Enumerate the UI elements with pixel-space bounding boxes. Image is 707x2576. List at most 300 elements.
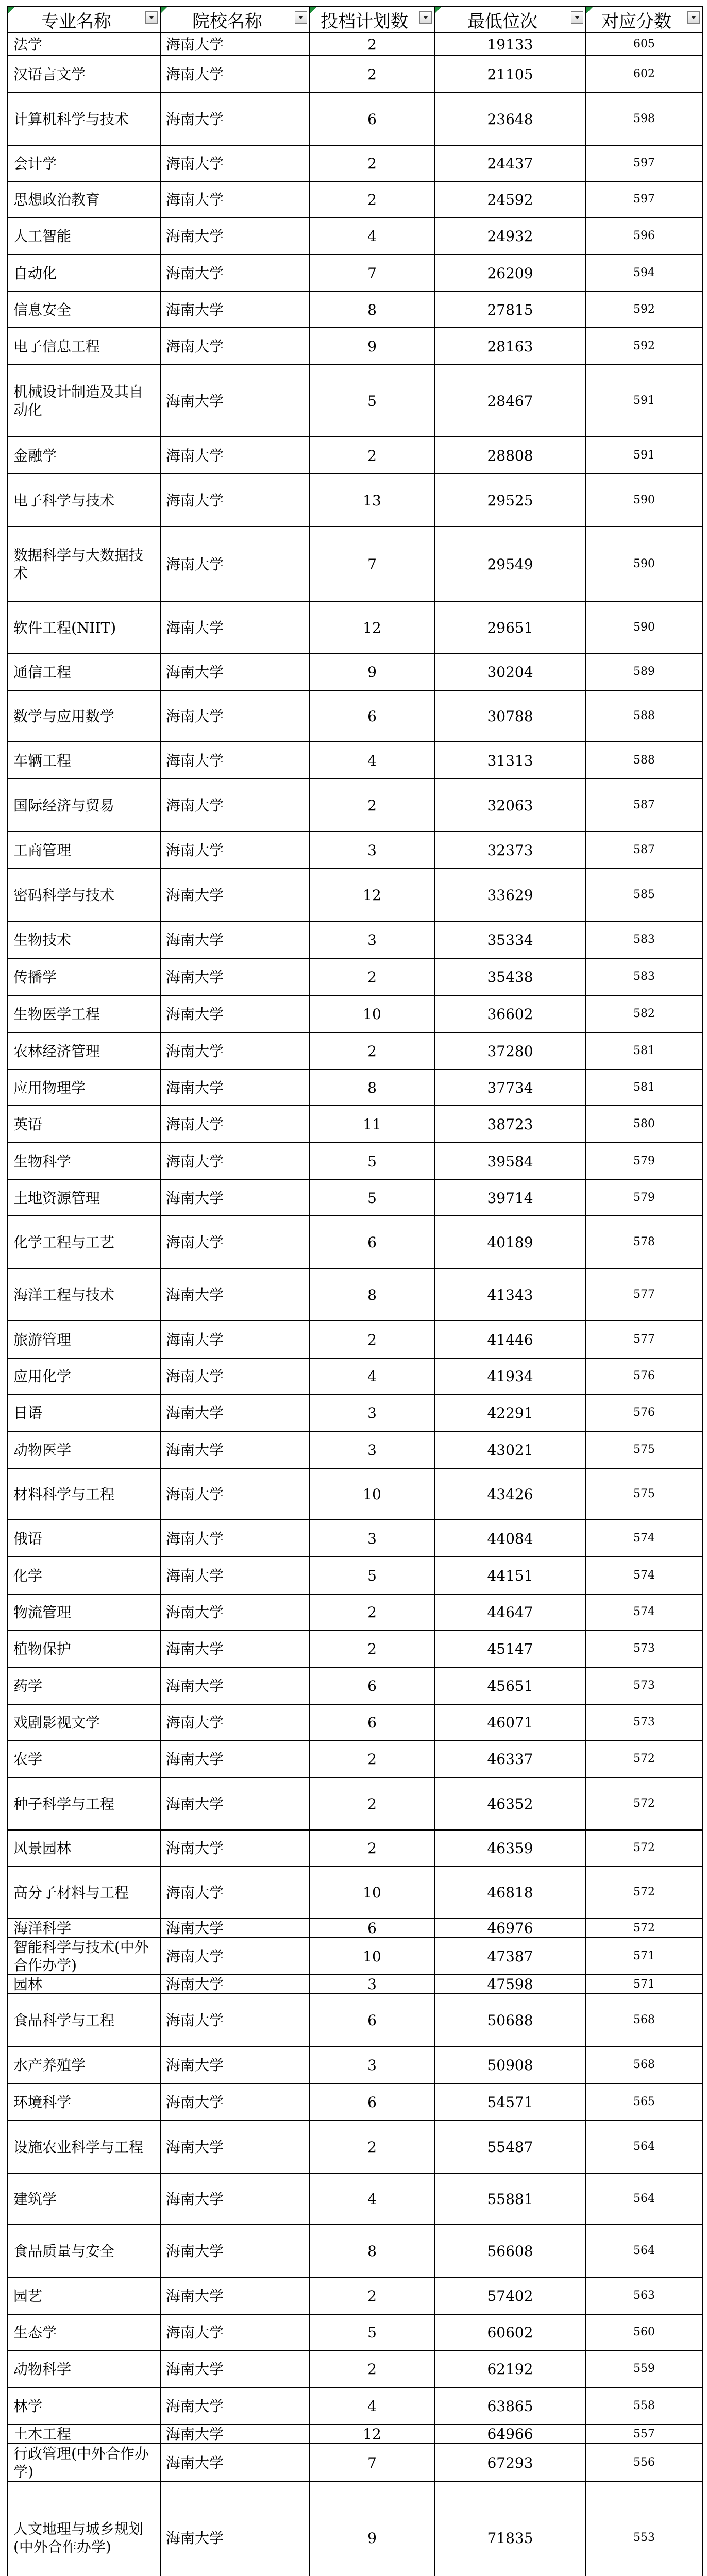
cell-school[interactable]: 海南大学 <box>160 1321 310 1358</box>
cell-school[interactable]: 海南大学 <box>160 527 310 602</box>
cell-rank[interactable]: 46976 <box>434 1919 586 1938</box>
cell-rank[interactable]: 46359 <box>434 1830 586 1866</box>
cell-school[interactable]: 海南大学 <box>160 33 310 56</box>
cell-rank[interactable]: 39714 <box>434 1180 586 1216</box>
cell-score[interactable]: 574 <box>586 1520 702 1557</box>
cell-plan[interactable]: 10 <box>310 1866 434 1919</box>
cell-school[interactable]: 海南大学 <box>160 2083 310 2121</box>
cell-rank[interactable]: 62192 <box>434 2350 586 2387</box>
cell-rank[interactable]: 35334 <box>434 921 586 958</box>
cell-major[interactable]: 机械设计制造及其自动化 <box>8 365 160 437</box>
cell-plan[interactable]: 9 <box>310 653 434 690</box>
cell-major[interactable]: 英语 <box>8 1106 160 1143</box>
cell-major[interactable]: 电子信息工程 <box>8 328 160 365</box>
cell-major[interactable]: 智能科学与技术(中外合作办学) <box>8 1938 160 1975</box>
cell-major[interactable]: 高分子材料与工程 <box>8 1866 160 1919</box>
cell-score[interactable]: 575 <box>586 1431 702 1468</box>
cell-score[interactable]: 568 <box>586 1994 702 2046</box>
cell-plan[interactable]: 7 <box>310 2444 434 2482</box>
cell-rank[interactable]: 29549 <box>434 527 586 602</box>
cell-major[interactable]: 化学工程与工艺 <box>8 1216 160 1268</box>
cell-school[interactable]: 海南大学 <box>160 1667 310 1704</box>
cell-major[interactable]: 化学 <box>8 1557 160 1594</box>
cell-school[interactable]: 海南大学 <box>160 1919 310 1938</box>
filter-dropdown-icon[interactable] <box>295 11 307 24</box>
cell-plan[interactable]: 2 <box>310 1032 434 1070</box>
cell-major[interactable]: 动物科学 <box>8 2350 160 2387</box>
cell-school[interactable]: 海南大学 <box>160 602 310 653</box>
cell-major[interactable]: 自动化 <box>8 255 160 292</box>
cell-major[interactable]: 土木工程 <box>8 2425 160 2444</box>
cell-rank[interactable]: 55881 <box>434 2173 586 2225</box>
cell-school[interactable]: 海南大学 <box>160 2425 310 2444</box>
cell-major[interactable]: 海洋工程与技术 <box>8 1268 160 1321</box>
cell-plan[interactable]: 8 <box>310 292 434 328</box>
cell-major[interactable]: 生物技术 <box>8 921 160 958</box>
cell-major[interactable]: 行政管理(中外合作办学) <box>8 2444 160 2482</box>
cell-major[interactable]: 人文地理与城乡规划(中外合作办学) <box>8 2482 160 2576</box>
cell-plan[interactable]: 3 <box>310 921 434 958</box>
cell-rank[interactable]: 37734 <box>434 1070 586 1106</box>
cell-score[interactable]: 573 <box>586 1704 702 1740</box>
cell-plan[interactable]: 13 <box>310 474 434 527</box>
cell-score[interactable]: 583 <box>586 921 702 958</box>
cell-major[interactable]: 密码科学与技术 <box>8 869 160 921</box>
cell-major[interactable]: 材料科学与工程 <box>8 1468 160 1520</box>
cell-school[interactable]: 海南大学 <box>160 742 310 779</box>
cell-plan[interactable]: 7 <box>310 527 434 602</box>
cell-plan[interactable]: 9 <box>310 2482 434 2576</box>
cell-rank[interactable]: 44151 <box>434 1557 586 1594</box>
cell-school[interactable]: 海南大学 <box>160 1268 310 1321</box>
cell-rank[interactable]: 21105 <box>434 56 586 93</box>
cell-major[interactable]: 法学 <box>8 33 160 56</box>
cell-major[interactable]: 食品科学与工程 <box>8 1994 160 2046</box>
cell-score[interactable]: 571 <box>586 1938 702 1975</box>
cell-plan[interactable]: 8 <box>310 2225 434 2277</box>
cell-rank[interactable]: 46337 <box>434 1740 586 1777</box>
cell-plan[interactable]: 2 <box>310 1594 434 1630</box>
cell-plan[interactable]: 6 <box>310 1667 434 1704</box>
cell-rank[interactable]: 44647 <box>434 1594 586 1630</box>
cell-school[interactable]: 海南大学 <box>160 1975 310 1994</box>
cell-major[interactable]: 工商管理 <box>8 832 160 869</box>
cell-rank[interactable]: 46071 <box>434 1704 586 1740</box>
cell-rank[interactable]: 54571 <box>434 2083 586 2121</box>
cell-major[interactable]: 信息安全 <box>8 292 160 328</box>
cell-score[interactable]: 589 <box>586 653 702 690</box>
cell-rank[interactable]: 71835 <box>434 2482 586 2576</box>
cell-school[interactable]: 海南大学 <box>160 832 310 869</box>
cell-school[interactable]: 海南大学 <box>160 181 310 217</box>
cell-rank[interactable]: 60602 <box>434 2314 586 2350</box>
cell-plan[interactable]: 2 <box>310 2121 434 2173</box>
cell-rank[interactable]: 32373 <box>434 832 586 869</box>
cell-score[interactable]: 557 <box>586 2425 702 2444</box>
cell-plan[interactable]: 4 <box>310 1358 434 1394</box>
cell-rank[interactable]: 30788 <box>434 690 586 742</box>
cell-school[interactable]: 海南大学 <box>160 1704 310 1740</box>
cell-rank[interactable]: 29651 <box>434 602 586 653</box>
cell-rank[interactable]: 28467 <box>434 365 586 437</box>
cell-score[interactable]: 605 <box>586 33 702 56</box>
cell-score[interactable]: 583 <box>586 958 702 995</box>
cell-major[interactable]: 传播学 <box>8 958 160 995</box>
cell-score[interactable]: 578 <box>586 1216 702 1268</box>
cell-school[interactable]: 海南大学 <box>160 1032 310 1070</box>
cell-school[interactable]: 海南大学 <box>160 1468 310 1520</box>
cell-score[interactable]: 579 <box>586 1180 702 1216</box>
cell-score[interactable]: 585 <box>586 869 702 921</box>
cell-major[interactable]: 园林 <box>8 1975 160 1994</box>
cell-score[interactable]: 559 <box>586 2350 702 2387</box>
cell-rank[interactable]: 26209 <box>434 255 586 292</box>
cell-score[interactable]: 581 <box>586 1070 702 1106</box>
cell-school[interactable]: 海南大学 <box>160 1994 310 2046</box>
cell-school[interactable]: 海南大学 <box>160 995 310 1032</box>
cell-score[interactable]: 572 <box>586 1866 702 1919</box>
cell-plan[interactable]: 6 <box>310 1994 434 2046</box>
cell-score[interactable]: 572 <box>586 1830 702 1866</box>
cell-major[interactable]: 动物医学 <box>8 1431 160 1468</box>
cell-school[interactable]: 海南大学 <box>160 93 310 145</box>
cell-plan[interactable]: 2 <box>310 1777 434 1830</box>
cell-score[interactable]: 588 <box>586 690 702 742</box>
cell-score[interactable]: 573 <box>586 1667 702 1704</box>
cell-major[interactable]: 旅游管理 <box>8 1321 160 1358</box>
filter-dropdown-icon[interactable] <box>145 11 158 24</box>
cell-school[interactable]: 海南大学 <box>160 365 310 437</box>
cell-rank[interactable]: 50908 <box>434 2046 586 2083</box>
cell-major[interactable]: 软件工程(NIIT) <box>8 602 160 653</box>
cell-rank[interactable]: 39584 <box>434 1143 586 1180</box>
cell-school[interactable]: 海南大学 <box>160 2482 310 2576</box>
cell-score[interactable]: 602 <box>586 56 702 93</box>
cell-school[interactable]: 海南大学 <box>160 2046 310 2083</box>
cell-major[interactable]: 数据科学与大数据技术 <box>8 527 160 602</box>
cell-score[interactable]: 590 <box>586 527 702 602</box>
cell-rank[interactable]: 38723 <box>434 1106 586 1143</box>
cell-plan[interactable]: 2 <box>310 2350 434 2387</box>
cell-plan[interactable]: 6 <box>310 1919 434 1938</box>
cell-plan[interactable]: 4 <box>310 2387 434 2425</box>
cell-school[interactable]: 海南大学 <box>160 2225 310 2277</box>
cell-plan[interactable]: 12 <box>310 869 434 921</box>
cell-school[interactable]: 海南大学 <box>160 869 310 921</box>
cell-school[interactable]: 海南大学 <box>160 1866 310 1919</box>
cell-score[interactable]: 590 <box>586 474 702 527</box>
cell-score[interactable]: 565 <box>586 2083 702 2121</box>
cell-plan[interactable]: 2 <box>310 1630 434 1667</box>
cell-major[interactable]: 思想政治教育 <box>8 181 160 217</box>
cell-major[interactable]: 农林经济管理 <box>8 1032 160 1070</box>
cell-rank[interactable]: 41343 <box>434 1268 586 1321</box>
cell-rank[interactable]: 27815 <box>434 292 586 328</box>
cell-major[interactable]: 应用物理学 <box>8 1070 160 1106</box>
cell-score[interactable]: 581 <box>586 1032 702 1070</box>
cell-plan[interactable]: 5 <box>310 1180 434 1216</box>
cell-rank[interactable]: 55487 <box>434 2121 586 2173</box>
cell-plan[interactable]: 6 <box>310 1704 434 1740</box>
cell-plan[interactable]: 3 <box>310 2046 434 2083</box>
cell-score[interactable]: 571 <box>586 1975 702 1994</box>
filter-dropdown-icon[interactable] <box>687 11 700 24</box>
cell-plan[interactable]: 3 <box>310 1520 434 1557</box>
cell-rank[interactable]: 33629 <box>434 869 586 921</box>
cell-school[interactable]: 海南大学 <box>160 474 310 527</box>
cell-school[interactable]: 海南大学 <box>160 1557 310 1594</box>
cell-plan[interactable]: 10 <box>310 1938 434 1975</box>
cell-school[interactable]: 海南大学 <box>160 56 310 93</box>
cell-major[interactable]: 农学 <box>8 1740 160 1777</box>
cell-score[interactable]: 574 <box>586 1557 702 1594</box>
cell-school[interactable]: 海南大学 <box>160 2121 310 2173</box>
cell-rank[interactable]: 46818 <box>434 1866 586 1919</box>
cell-score[interactable]: 592 <box>586 292 702 328</box>
cell-score[interactable]: 558 <box>586 2387 702 2425</box>
cell-major[interactable]: 生态学 <box>8 2314 160 2350</box>
cell-plan[interactable]: 12 <box>310 602 434 653</box>
cell-score[interactable]: 575 <box>586 1468 702 1520</box>
cell-school[interactable]: 海南大学 <box>160 1070 310 1106</box>
cell-school[interactable]: 海南大学 <box>160 2173 310 2225</box>
cell-school[interactable]: 海南大学 <box>160 1830 310 1866</box>
cell-major[interactable]: 日语 <box>8 1394 160 1431</box>
cell-plan[interactable]: 8 <box>310 1268 434 1321</box>
cell-score[interactable]: 556 <box>586 2444 702 2482</box>
cell-major[interactable]: 建筑学 <box>8 2173 160 2225</box>
cell-major[interactable]: 生物医学工程 <box>8 995 160 1032</box>
cell-plan[interactable]: 3 <box>310 1394 434 1431</box>
cell-major[interactable]: 电子科学与技术 <box>8 474 160 527</box>
cell-rank[interactable]: 44084 <box>434 1520 586 1557</box>
cell-score[interactable]: 560 <box>586 2314 702 2350</box>
cell-score[interactable]: 577 <box>586 1321 702 1358</box>
cell-major[interactable]: 数学与应用数学 <box>8 690 160 742</box>
cell-rank[interactable]: 23648 <box>434 93 586 145</box>
cell-major[interactable]: 生物科学 <box>8 1143 160 1180</box>
cell-score[interactable]: 576 <box>586 1394 702 1431</box>
cell-rank[interactable]: 29525 <box>434 474 586 527</box>
cell-plan[interactable]: 5 <box>310 1557 434 1594</box>
cell-plan[interactable]: 10 <box>310 1468 434 1520</box>
cell-score[interactable]: 588 <box>586 742 702 779</box>
cell-rank[interactable]: 43021 <box>434 1431 586 1468</box>
cell-plan[interactable]: 7 <box>310 255 434 292</box>
cell-rank[interactable]: 63865 <box>434 2387 586 2425</box>
cell-score[interactable]: 597 <box>586 181 702 217</box>
cell-rank[interactable]: 19133 <box>434 33 586 56</box>
cell-plan[interactable]: 12 <box>310 2425 434 2444</box>
filter-dropdown-icon[interactable] <box>419 11 432 24</box>
cell-school[interactable]: 海南大学 <box>160 1777 310 1830</box>
cell-school[interactable]: 海南大学 <box>160 2314 310 2350</box>
cell-plan[interactable]: 4 <box>310 2173 434 2225</box>
cell-rank[interactable]: 40189 <box>434 1216 586 1268</box>
cell-major[interactable]: 计算机科学与技术 <box>8 93 160 145</box>
cell-major[interactable]: 药学 <box>8 1667 160 1704</box>
cell-major[interactable]: 应用化学 <box>8 1358 160 1394</box>
cell-rank[interactable]: 31313 <box>434 742 586 779</box>
cell-plan[interactable]: 4 <box>310 217 434 255</box>
cell-rank[interactable]: 24592 <box>434 181 586 217</box>
cell-major[interactable]: 园艺 <box>8 2277 160 2314</box>
cell-plan[interactable]: 10 <box>310 995 434 1032</box>
cell-school[interactable]: 海南大学 <box>160 653 310 690</box>
cell-major[interactable]: 植物保护 <box>8 1630 160 1667</box>
cell-plan[interactable]: 2 <box>310 1740 434 1777</box>
cell-score[interactable]: 572 <box>586 1740 702 1777</box>
cell-score[interactable]: 591 <box>586 365 702 437</box>
cell-school[interactable]: 海南大学 <box>160 1630 310 1667</box>
cell-school[interactable]: 海南大学 <box>160 2277 310 2314</box>
cell-score[interactable]: 553 <box>586 2482 702 2576</box>
cell-plan[interactable]: 2 <box>310 2277 434 2314</box>
cell-plan[interactable]: 2 <box>310 437 434 474</box>
cell-school[interactable]: 海南大学 <box>160 292 310 328</box>
cell-school[interactable]: 海南大学 <box>160 2444 310 2482</box>
cell-school[interactable]: 海南大学 <box>160 1143 310 1180</box>
cell-plan[interactable]: 3 <box>310 832 434 869</box>
cell-plan[interactable]: 4 <box>310 742 434 779</box>
cell-major[interactable]: 设施农业科学与工程 <box>8 2121 160 2173</box>
cell-rank[interactable]: 67293 <box>434 2444 586 2482</box>
cell-major[interactable]: 会计学 <box>8 145 160 181</box>
cell-rank[interactable]: 45147 <box>434 1630 586 1667</box>
cell-major[interactable]: 物流管理 <box>8 1594 160 1630</box>
cell-plan[interactable]: 9 <box>310 328 434 365</box>
cell-plan[interactable]: 2 <box>310 958 434 995</box>
cell-school[interactable]: 海南大学 <box>160 1216 310 1268</box>
cell-plan[interactable]: 2 <box>310 33 434 56</box>
cell-plan[interactable]: 2 <box>310 56 434 93</box>
cell-rank[interactable]: 56608 <box>434 2225 586 2277</box>
cell-rank[interactable]: 43426 <box>434 1468 586 1520</box>
cell-score[interactable]: 564 <box>586 2121 702 2173</box>
cell-score[interactable]: 587 <box>586 779 702 832</box>
cell-plan[interactable]: 6 <box>310 2083 434 2121</box>
cell-rank[interactable]: 35438 <box>434 958 586 995</box>
cell-major[interactable]: 金融学 <box>8 437 160 474</box>
cell-score[interactable]: 564 <box>586 2173 702 2225</box>
cell-rank[interactable]: 24932 <box>434 217 586 255</box>
cell-school[interactable]: 海南大学 <box>160 1431 310 1468</box>
cell-major[interactable]: 水产养殖学 <box>8 2046 160 2083</box>
cell-rank[interactable]: 41446 <box>434 1321 586 1358</box>
cell-major[interactable]: 风景园林 <box>8 1830 160 1866</box>
cell-major[interactable]: 通信工程 <box>8 653 160 690</box>
cell-major[interactable]: 人工智能 <box>8 217 160 255</box>
cell-plan[interactable]: 6 <box>310 1216 434 1268</box>
cell-school[interactable]: 海南大学 <box>160 437 310 474</box>
cell-plan[interactable]: 8 <box>310 1070 434 1106</box>
cell-rank[interactable]: 45651 <box>434 1667 586 1704</box>
cell-major[interactable]: 汉语言文学 <box>8 56 160 93</box>
cell-major[interactable]: 林学 <box>8 2387 160 2425</box>
cell-major[interactable]: 俄语 <box>8 1520 160 1557</box>
cell-school[interactable]: 海南大学 <box>160 690 310 742</box>
cell-plan[interactable]: 2 <box>310 181 434 217</box>
cell-major[interactable]: 国际经济与贸易 <box>8 779 160 832</box>
cell-plan[interactable]: 5 <box>310 365 434 437</box>
cell-rank[interactable]: 57402 <box>434 2277 586 2314</box>
cell-plan[interactable]: 11 <box>310 1106 434 1143</box>
cell-major[interactable]: 种子科学与工程 <box>8 1777 160 1830</box>
cell-rank[interactable]: 64966 <box>434 2425 586 2444</box>
cell-rank[interactable]: 47387 <box>434 1938 586 1975</box>
cell-score[interactable]: 568 <box>586 2046 702 2083</box>
cell-rank[interactable]: 28163 <box>434 328 586 365</box>
cell-score[interactable]: 591 <box>586 437 702 474</box>
cell-rank[interactable]: 46352 <box>434 1777 586 1830</box>
cell-score[interactable]: 596 <box>586 217 702 255</box>
cell-score[interactable]: 572 <box>586 1919 702 1938</box>
cell-school[interactable]: 海南大学 <box>160 1394 310 1431</box>
cell-school[interactable]: 海南大学 <box>160 255 310 292</box>
cell-major[interactable]: 土地资源管理 <box>8 1180 160 1216</box>
cell-score[interactable]: 598 <box>586 93 702 145</box>
cell-school[interactable]: 海南大学 <box>160 1358 310 1394</box>
cell-score[interactable]: 572 <box>586 1777 702 1830</box>
cell-score[interactable]: 579 <box>586 1143 702 1180</box>
cell-rank[interactable]: 50688 <box>434 1994 586 2046</box>
cell-score[interactable]: 564 <box>586 2225 702 2277</box>
cell-score[interactable]: 563 <box>586 2277 702 2314</box>
cell-score[interactable]: 597 <box>586 145 702 181</box>
cell-school[interactable]: 海南大学 <box>160 2350 310 2387</box>
cell-school[interactable]: 海南大学 <box>160 1938 310 1975</box>
cell-major[interactable]: 食品质量与安全 <box>8 2225 160 2277</box>
cell-school[interactable]: 海南大学 <box>160 1594 310 1630</box>
cell-score[interactable]: 594 <box>586 255 702 292</box>
cell-rank[interactable]: 32063 <box>434 779 586 832</box>
cell-school[interactable]: 海南大学 <box>160 1520 310 1557</box>
cell-rank[interactable]: 37280 <box>434 1032 586 1070</box>
cell-score[interactable]: 576 <box>586 1358 702 1394</box>
cell-plan[interactable]: 2 <box>310 1830 434 1866</box>
cell-school[interactable]: 海南大学 <box>160 779 310 832</box>
cell-plan[interactable]: 3 <box>310 1975 434 1994</box>
filter-dropdown-icon[interactable] <box>571 11 583 24</box>
cell-school[interactable]: 海南大学 <box>160 328 310 365</box>
cell-major[interactable]: 海洋科学 <box>8 1919 160 1938</box>
cell-plan[interactable]: 6 <box>310 93 434 145</box>
cell-score[interactable]: 577 <box>586 1268 702 1321</box>
cell-school[interactable]: 海南大学 <box>160 1180 310 1216</box>
cell-score[interactable]: 592 <box>586 328 702 365</box>
cell-plan[interactable]: 2 <box>310 145 434 181</box>
cell-score[interactable]: 580 <box>586 1106 702 1143</box>
cell-school[interactable]: 海南大学 <box>160 2387 310 2425</box>
cell-major[interactable]: 环境科学 <box>8 2083 160 2121</box>
cell-school[interactable]: 海南大学 <box>160 217 310 255</box>
cell-plan[interactable]: 2 <box>310 1321 434 1358</box>
cell-rank[interactable]: 28808 <box>434 437 586 474</box>
cell-plan[interactable]: 6 <box>310 690 434 742</box>
cell-major[interactable]: 车辆工程 <box>8 742 160 779</box>
cell-score[interactable]: 574 <box>586 1594 702 1630</box>
cell-plan[interactable]: 2 <box>310 779 434 832</box>
cell-plan[interactable]: 5 <box>310 2314 434 2350</box>
cell-major[interactable]: 戏剧影视文学 <box>8 1704 160 1740</box>
cell-score[interactable]: 573 <box>586 1630 702 1667</box>
cell-school[interactable]: 海南大学 <box>160 145 310 181</box>
cell-score[interactable]: 590 <box>586 602 702 653</box>
cell-rank[interactable]: 42291 <box>434 1394 586 1431</box>
cell-rank[interactable]: 36602 <box>434 995 586 1032</box>
cell-score[interactable]: 582 <box>586 995 702 1032</box>
cell-school[interactable]: 海南大学 <box>160 958 310 995</box>
